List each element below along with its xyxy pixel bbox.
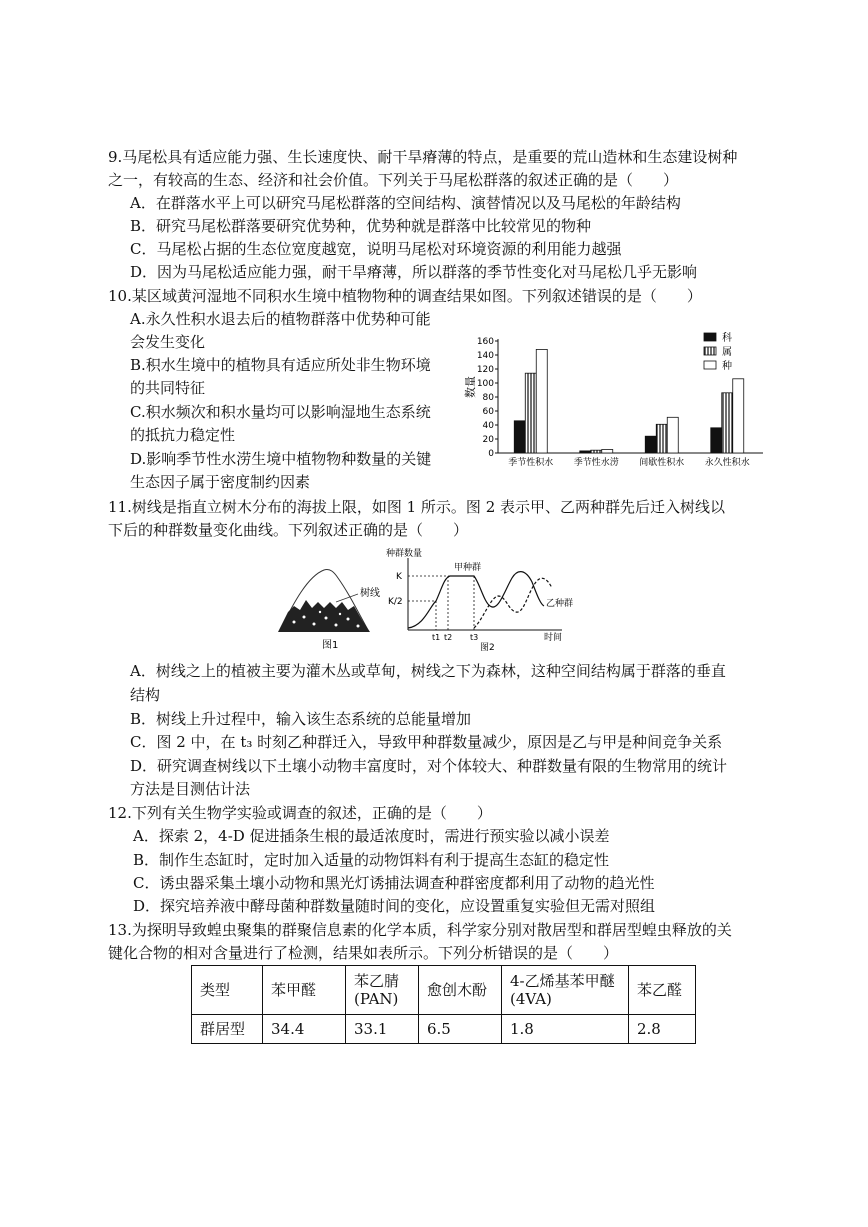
table-cell: 33.1 [346, 1015, 419, 1044]
q11-option-b: B．树线上升过程中，输入该生态系统的总能量增加 [130, 710, 472, 728]
q11-stem: 11.树线是指直立树木分布的海拔上限，如图 1 所示。图 2 表示甲、乙两种群先后迁入树线以 [108, 498, 726, 516]
bar-0-0 [514, 421, 525, 453]
table-header-cell: 4-乙烯基苯甲醚 (4VA) [502, 966, 629, 1015]
q10-option-c: C.积水频次和积水量均可以影响湿地生态系统 [130, 403, 431, 421]
bar-3-2 [733, 379, 744, 453]
table-header-cell: 苯乙腈 (PAN) [346, 966, 419, 1015]
bar-0-1 [525, 373, 536, 453]
table-cell: 6.5 [419, 1015, 502, 1044]
q10-option-b: B.积水生境中的植物具有适应所处非生物环境 [130, 356, 431, 374]
legend-swatch [704, 347, 716, 355]
q10-option-a: A.永久性积水退去后的植物群落中优势种可能 [130, 310, 431, 328]
q9-stem: 9.马尾松具有适应能力强、生长速度快、耐干旱瘠薄的特点，是重要的荒山造林和生态建设树种 [108, 148, 738, 166]
bar-chart-category-label: 间歇性积水 [639, 458, 685, 468]
fig2-series-yi [474, 578, 552, 628]
bar-chart-ytick: 120 [476, 365, 494, 375]
figure-1-caption: 图1 [322, 640, 339, 651]
q10-option-a-cont: 会发生变化 [130, 333, 206, 351]
bar-chart-category-label: 季节性水涝 [573, 458, 619, 468]
fig2-ylabel: 种群数量 [386, 549, 423, 559]
table-header-cell: 类型 [192, 966, 263, 1015]
q10-option-d-cont: 生态因子属于密度制约因素 [130, 473, 311, 491]
table-header-row [192, 966, 696, 1015]
q12-option-c: C．诱虫器采集土壤小动物和黑光灯诱捕法调查种群密度都利用了动物的趋光性 [133, 874, 655, 892]
q12-option-a: A．探索 2，4-D 促进插条生根的最适浓度时，需进行预实验以减小误差 [133, 827, 610, 845]
bar-chart-ylabel: 数量 [464, 376, 477, 398]
bar-chart-ytick: 100 [476, 379, 494, 389]
q9-option-d: D．因为马尾松适应能力强，耐干旱瘠薄，所以群落的季节性变化对马尾松几乎无影响 [130, 263, 698, 281]
q10-option-c-cont: 的抵抗力稳定性 [130, 426, 236, 444]
bar-chart-ytick: 60 [482, 407, 494, 417]
q13-stem: 13.为探明导致蝗虫聚集的群聚信息素的化学本质，科学家分别对散居型和群居型蝗虫释放的关 [108, 921, 732, 939]
legend-label: 种 [722, 361, 732, 372]
figure-1-mountain [274, 562, 384, 652]
bar-2-0 [645, 436, 656, 453]
table-header-cell: 愈创木酚 [419, 966, 502, 1015]
fig2-tick-k2: K/2 [388, 597, 403, 607]
table-header-cell: 苯甲醛 [263, 966, 346, 1015]
bar-1-1 [591, 450, 602, 453]
q13-stem-cont: 键化合物的相对含量进行了检测，结果如表所示。下列分析错误的是（ ） [108, 944, 619, 962]
q11-option-d-cont: 方法是目测估计法 [130, 780, 251, 798]
q11-option-d: D．研究调查树线以下土壤小动物丰富度时，对个体较大、种群数量有限的生物常用的统计 [130, 757, 728, 775]
fig2-tick-k: K [396, 572, 402, 582]
bar-chart-category-label: 季节性积水 [508, 458, 554, 468]
fig2-series-jia [408, 572, 544, 628]
table-header-cell: 苯乙醛 [629, 966, 696, 1015]
bar-chart-ytick: 0 [488, 449, 494, 459]
bar-2-2 [667, 417, 678, 453]
bar-0-2 [536, 349, 547, 453]
table-cell: 1.8 [502, 1015, 629, 1044]
q9-stem-cont: 之一，有较高的生态、经济和社会价值。下列关于马尾松群落的叙述正确的是（ ） [108, 171, 679, 189]
q9-option-a: A．在群落水平上可以研究马尾松群落的空间结构、演替情况以及马尾松的年龄结构 [130, 194, 681, 212]
q12-option-d: D．探究培养液中酵母菌种群数量随时间的变化，应设置重复实验但无需对照组 [133, 897, 656, 915]
fig2-legend-yi: 乙种群 [546, 599, 574, 609]
bar-chart-ytick: 80 [482, 393, 494, 403]
bar-chart-ytick: 140 [476, 351, 494, 361]
legend-swatch [704, 361, 716, 369]
species-bar-chart [458, 325, 768, 470]
q11-option-c: C．图 2 中，在 t₃ 时刻乙种群迁入，导致甲种群数量减少，原因是乙与甲是种间竞争关系 [130, 733, 723, 751]
table-cell: 群居型 [192, 1015, 263, 1044]
q12-option-b: B．制作生态缸时，定时加入适量的动物饵料有利于提高生态缸的稳定性 [133, 851, 610, 869]
q13-compound-table [191, 965, 696, 1044]
legend-label: 属 [722, 347, 732, 358]
treeline-label: 树线 [360, 588, 380, 599]
bar-chart-category-label: 永久性积水 [704, 458, 750, 468]
q11-option-a-cont: 结构 [130, 686, 161, 704]
q11-option-a: A．树线之上的植被主要为灌木丛或草甸，树线之下为森林，这种空间结构属于群落的垂直 [130, 662, 726, 680]
q12-stem: 12.下列有关生物学实验或调查的叙述，正确的是（ ） [108, 804, 492, 822]
figure-2-caption: 图2 [480, 643, 495, 652]
fig2-legend-jia: 甲种群 [454, 563, 482, 573]
table-cell: 34.4 [263, 1015, 346, 1044]
figure-2-population-curves [380, 548, 580, 652]
table-row [192, 1015, 696, 1044]
legend-swatch [704, 333, 716, 341]
bar-3-0 [711, 428, 722, 453]
q10-option-d: D.影响季节性水涝生境中植物物种数量的关键 [130, 450, 432, 468]
bar-chart-ytick: 40 [482, 421, 494, 431]
q9-option-c: C．马尾松占据的生态位宽度越宽，说明马尾松对环境资源的利用能力越强 [130, 240, 622, 258]
q10-stem: 10.某区域黄河湿地不同积水生境中植物物种的调查结果如图。下列叙述错误的是（ ） [108, 287, 702, 305]
bar-2-1 [656, 424, 667, 453]
fig2-tick-t3: t3 [470, 633, 479, 642]
q11-stem-cont: 下后的种群数量变化曲线。下列叙述正确的是（ ） [108, 521, 469, 539]
bar-3-1 [722, 393, 733, 453]
bar-1-0 [580, 451, 591, 453]
table-cell: 2.8 [629, 1015, 696, 1044]
legend-label: 科 [722, 333, 732, 344]
bar-chart-ytick: 20 [482, 435, 494, 445]
q10-option-b-cont: 的共同特征 [130, 379, 206, 397]
q9-option-b: B．研究马尾松群落要研究优势种，优势种就是群落中比较常见的物种 [130, 217, 592, 235]
fig2-tick-t1: t1 [432, 633, 441, 642]
bar-chart-ytick: 160 [476, 337, 494, 347]
fig2-xlabel: 时间 [544, 633, 563, 643]
bar-1-2 [602, 450, 613, 454]
fig2-tick-t2: t2 [444, 633, 453, 642]
